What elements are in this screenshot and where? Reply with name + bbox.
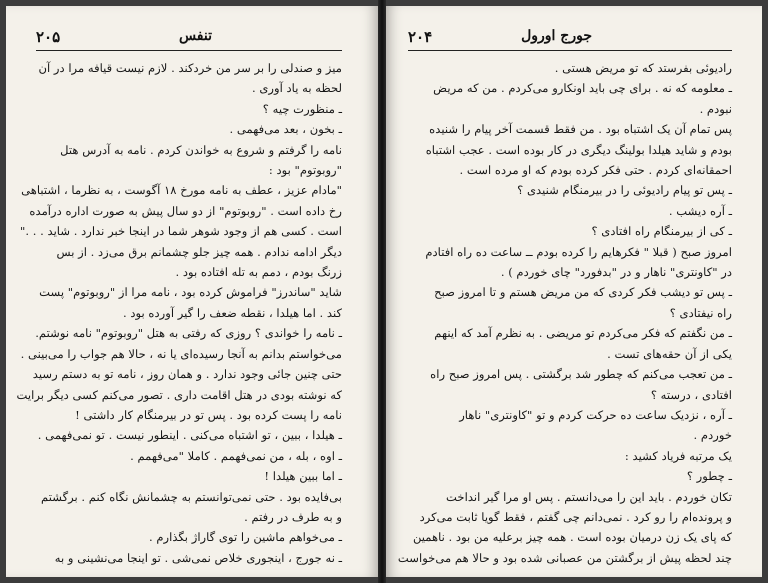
text-line: احمقانه‌ای کردم . حتی فکر کرده بودم که او مرده است . (459, 163, 732, 178)
text-line: در "کاونتری" ناهار و در "بدفورد" چای خوردم ) . (500, 265, 732, 280)
right-page-text (397, 58, 732, 568)
text-line: زرنگ بودم ، دمم به تله افتاده بود . (175, 265, 342, 280)
text-line: ـ می‌خواهم ماشین را توی گاراژ بگذارم . (148, 530, 342, 545)
text-line: ـ بخون ، بعد می‌فهمی . (229, 122, 342, 137)
text-line: رخ داده است . "روبوتوم" از دو سال پیش به صورت اداره درآمده (29, 203, 342, 218)
text-line: نامه را پست کرده بود . پس تو در بیرمنگام کار داشتی ! (75, 407, 342, 422)
text-line: و به طرف در رفتم . (244, 509, 342, 524)
text-line: ـ من نگفتم که فکر می‌کردم تو مریضی . به نظرم آمد که اینهم (434, 326, 732, 341)
right-running-title: جورج اورول (521, 28, 592, 44)
book-gutter (378, 0, 386, 583)
text-line: ـ من تعجب می‌کنم که چطور شد برگشتی . پس امروز صبح راه (430, 367, 732, 382)
text-line: یک مرتبه فریاد کشید : (624, 448, 732, 463)
text-line: ـ نامه را خواندی ؟ روزی که رفتی به هتل "روبوتوم" نامه نوشتم. (35, 326, 342, 341)
text-line: کند . اما هیلدا ، نقطه ضعف را گیر آورده بود . (122, 305, 342, 320)
text-line: ـ هیلدا ، ببین ، تو اشتباه می‌کنی . اینطور نیست . تو نمی‌فهمی . (37, 428, 342, 443)
text-line: ـ اما ببین هیلدا ! (264, 469, 342, 484)
left-running-title: تنفس (178, 28, 212, 44)
text-line: رادیوئی بفرستد که تو مریض هستی . (554, 61, 732, 75)
right-header-rule (408, 50, 732, 51)
text-line: امروز صبح ( قبلا " فکرهایم را کرده بودم ــ ساعت ده راه افتادم (425, 244, 732, 259)
text-line: پس تمام آن یک اشتباه بود . من فقط قسمت آخر پیام را شنیده (429, 122, 732, 137)
text-line: میز و صندلی را بر سر من خردکند . لازم نیست قیافه مرا در آن (38, 61, 342, 75)
text-line: بودم و شاید هیلدا بولینگ دیگری در کار بوده است . عجب اشتباه (425, 142, 732, 157)
right-page-number: ۲۰۴ (408, 28, 433, 46)
text-line: که پای یک زن درمیان بوده است . همه چیز برعلیه من بود . ناهمین (412, 530, 732, 545)
text-line: حتی چنین جائی وجود ندارد . و همان روز ، نامه تو به دستم رسید (32, 367, 342, 382)
text-line: ـ پس تو پیام رادیوئی را در بیرمنگام شنیدی ؟ (517, 183, 732, 198)
text-line: یکی از آن حقه‌های تست . (607, 346, 732, 361)
text-line: ـ منظورت چیه ؟ (262, 101, 342, 116)
text-line: که نوشته بودی در هتل اقامت داری . تصور می‌کنم کسی دیگر برایت (16, 387, 342, 402)
text-line: می‌خواستم بدانم به آنجا رسیده‌ای یا نه ، حالا هم جواب را می‌بینی . (20, 346, 342, 361)
text-line: "روبوتوم" بود : (268, 163, 342, 178)
left-page-number: ۲۰۵ (36, 28, 61, 46)
text-line: ـ معلومه که نه . برای چی باید اونکارو می‌کردم . من که مریض (433, 81, 732, 96)
text-line: است . کسی هم از وجود شوهر شما در اینجا خبر ندارد . شاید . . ." (20, 224, 342, 239)
text-line: "مادام عزیز ، عطف به نامه مورخ ۱۸ آگوست ، به نظرما ، اشتباهی (21, 183, 342, 198)
text-line: ـ چطور ؟ (686, 469, 732, 484)
text-line: ـ نه جورج ، اینجوری خلاص نمی‌شی . تو اینجا می‌نشینی و به (54, 550, 342, 565)
text-line: افتادی ، درسته ؟ (650, 387, 732, 402)
text-line: خوردم . (693, 428, 732, 443)
right-page-header (408, 28, 732, 50)
text-line: لحظه به یاد آوری . (251, 81, 342, 96)
text-line: ـ پس تو دیشب فکر کردی که من مریض هستم و تا امروز صبح (434, 285, 732, 300)
text-line: بی‌فایده بود . حتی نمی‌توانستم به چشمانش نگاه کنم . برگشتم (41, 489, 342, 504)
text-line: راه نیفتادی ؟ (669, 305, 732, 320)
left-page-header (36, 28, 342, 50)
text-line: و پرونده‌ام را رو کرد . نمی‌دانم چی گفتم ، فقط گویا ثابت می‌کرد (419, 509, 732, 524)
left-page (6, 6, 378, 577)
text-line: ـ آره دیشب . (668, 203, 732, 218)
text-line: ـ آره ، نزدیک ساعت ده حرکت کردم و تو "کاونتری" ناهار (459, 407, 732, 422)
left-header-rule (36, 50, 342, 51)
text-line: دیگر ادامه ندادم . همه چیز جلو چشمانم برق می‌زد . از بس (56, 244, 342, 259)
text-line: تکان خوردم . باید این را می‌دانستم . پس او مرا گیر انداخت (446, 489, 732, 504)
left-page-text (16, 58, 342, 568)
text-line: ـ کی از بیرمنگام راه افتادی ؟ (591, 224, 732, 239)
text-line: ـ اوه ، بله ، من نمی‌فهمم . کاملا "می‌فهمم . (130, 448, 342, 463)
text-line: چند لحظه پیش از برگشتن من عصبانی شده بود و حالا هم می‌خواست (397, 550, 732, 565)
text-line: نبودم . (699, 101, 732, 116)
text-line: شاید "ساندرز" فراموش کرده بود ، نامه مرا از "روبوتوم" پست (39, 285, 342, 300)
right-page (386, 6, 762, 577)
text-line: نامه را گرفتم و شروع به خواندن کردم . نامه به آدرس هتل (60, 142, 342, 157)
